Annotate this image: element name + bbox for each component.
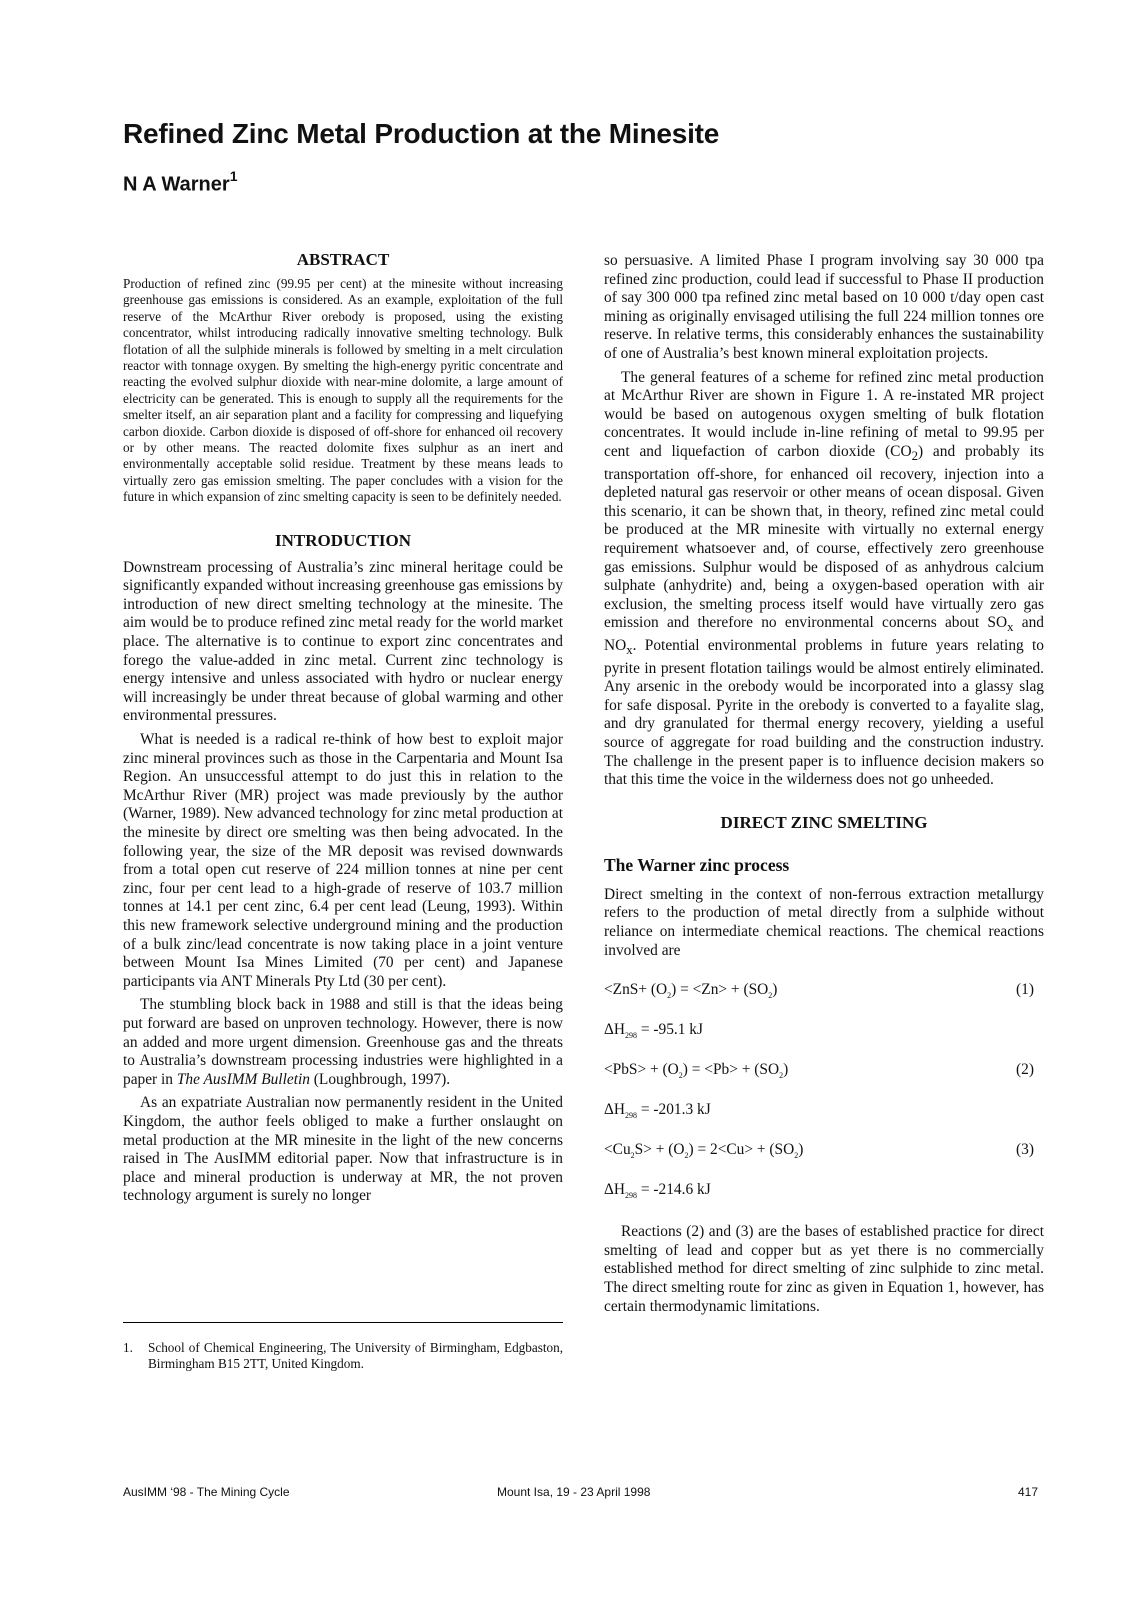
equation-3-number: (3)	[1016, 1141, 1034, 1159]
equation-1-number: (1)	[1016, 981, 1034, 999]
footnote-divider	[123, 1322, 563, 1323]
abstract-heading: ABSTRACT	[296, 250, 390, 269]
equation-2	[604, 1061, 1044, 1079]
eq2-sub-2: 2	[779, 1071, 784, 1081]
paper-title: Refined Zinc Metal Production at the Minesite	[123, 118, 720, 149]
dh3-part-a: ΔH	[604, 1181, 626, 1199]
equation-3	[604, 1141, 1044, 1159]
eq1-part-a: <ZnS+ (O	[604, 981, 668, 999]
eq3-part-c: )	[798, 1141, 804, 1159]
eq1-sub-1: 2	[667, 991, 672, 1001]
eq1-part-b: ) = <Zn> + (SO	[671, 981, 769, 999]
footer-location-date: Mount Isa, 19 - 23 April 1998	[497, 1485, 651, 1499]
right-paragraph-1: so persuasive. A limited Phase I program involving say 30 000 tpa refined zinc production, could lead if successful to Phase II production of say 300 000 tpa refined zinc metal based on 10 000 t/day open cast mining as originally envisaged utilising the full 224 million tonnes ore reserve. In relative terms, this considerably enhances the sustainability of one of Australia’s best known mineral exploitation projects.	[604, 252, 1044, 362]
eq1-sub-2: 2	[768, 991, 773, 1001]
equation-2-number: (2)	[1016, 1061, 1034, 1079]
dh2-part-a: ΔH	[604, 1101, 626, 1119]
warner-process-subheading: The Warner zinc process	[604, 854, 790, 875]
footnote	[123, 1340, 563, 1372]
intro-paragraph-4: As an expatriate Australian now permanently resident in the United Kingdom, the author feels obliged to make a further onslaught on metal production at the MR minesite in the light of the new concerns raised in The AusIMM editorial paper. Now that infrastructure is in place and mineral production is underway at MR, the not proven technology argument is surely no longer	[123, 1094, 563, 1205]
eq3-sub-2: 2	[794, 1151, 799, 1161]
co2-subscript: 2	[911, 449, 918, 464]
dh2-part-b: = -201.3 kJ	[637, 1101, 711, 1119]
eq2-sub-1: 2	[678, 1071, 683, 1081]
nox-subscript: x	[626, 643, 633, 658]
dh1-part-a: ΔH	[604, 1021, 626, 1039]
intro-paragraph-1: Downstream processing of Australia’s zinc mineral heritage could be significantly expanded without increasing greenhouse gas emissions by introduction of new direct smelting technology at the minesite. The aim would be to produce refined zinc metal ready for the world market place. The alternative is to continue to export zinc concentrates and forego the value-added in zinc metal. Current zinc technology is energy intensive and unless associated with hydro or nuclear energy will increasingly be under threat because of global warming and other environmental pressures.	[123, 558, 563, 725]
eq2-part-c: )	[783, 1061, 789, 1079]
dh3-sub: 298	[625, 1191, 638, 1201]
intro-p3-text-b: (Loughbrough, 1997).	[309, 1070, 451, 1088]
right-p2-d: . Potential environmental problems in future years relating to pyrite in present flotation tailings would be almost entirely eliminated. Any arsenic in the orebody would be incorporated into a glassy slag for safe disposal. Pyrite in the orebody is converted to a fayalite slag, and dry granulated for thermal energy recovery, yielding a useful source of aggregate for road building and the construction industry. The challenge in the present paper is to influence decision makers so that this time the voice in the wilderness does not go unheeded.	[604, 637, 1044, 789]
intro-paragraph-2: What is needed is a radical re-think of how best to exploit major zinc mineral provinces such as those in the Carpentaria and Mount Isa Region. An unsuccessful attempt to do just this in relation to the McArthur River (MR) project was made previously by the author (Warner, 1989). New advanced technology for zinc metal production at the minesite by direct ore smelting was then being advocated. In the following year, the size of the MR deposit was revised downwards from a total open cut reserve of 224 million tonnes at nine per cent zinc, four per cent lead to a high-grade of reserve of 103.7 million tonnes at 14.1 per cent zinc, 6.4 per cent lead (Leung, 1993). Within this new framework selective underground mining and the production of a bulk zinc/lead concentrate is now taking place in a joint venture between Mount Isa Mines Limited (70 per cent) and Japanese participants via ANT Minerals Pty Ltd (30 per cent).	[123, 731, 563, 990]
left-column	[123, 250, 563, 1206]
right-paragraph-4: Reactions (2) and (3) are the bases of established practice for direct smelting of lead and copper but as yet there is no commercially established method for direct smelting of zinc sulphide to zinc metal. The direct smelting route for zinc as given in Equation 1, however, has certain thermodynamic limitations.	[604, 1223, 1044, 1315]
equation-1	[604, 981, 1044, 999]
right-p2-a: The general features of a scheme for refined zinc metal production at McArthur River are shown in Figure 1. A re-instated MR project would be based on autogenous oxygen smelting of bulk flotation concentrates. It would include in-line refining of metal to 99.95 per cent and liquefaction of carbon dioxide (CO	[604, 368, 1044, 460]
right-column	[604, 252, 1044, 1316]
eq3-part-a2: S> + (O	[634, 1141, 685, 1159]
eq3-sub-0: 2	[630, 1151, 635, 1161]
eq3-sub-1: 2	[684, 1151, 689, 1161]
dh1-sub: 298	[625, 1031, 638, 1041]
page-number: 417	[1018, 1485, 1039, 1499]
eq3-part-b: ) = 2<Cu> + (SO	[688, 1141, 795, 1159]
dh2-sub: 298	[625, 1111, 638, 1121]
bulletin-citation: The AusIMM Bulletin	[176, 1070, 310, 1088]
intro-p3-text-a: The stumbling block back in 1988 and still is that the ideas being put forward are based on unproven technology. However, there is now an added and more urgent dimension. Greenhouse gas and the threats to Australia’s downstream processing industries were highlighted in a paper in	[123, 996, 563, 1088]
enthalpy-1	[604, 1021, 1044, 1039]
right-paragraph-3: Direct smelting in the context of non-ferrous extraction metallurgy refers to the production of metal directly from a sulphide without reliance on intermediate chemical reactions. The chemical reactions involved are	[604, 885, 1044, 959]
enthalpy-3	[604, 1181, 1044, 1199]
direct-zinc-smelting-heading: DIRECT ZINC SMELTING	[720, 812, 928, 832]
introduction-heading: INTRODUCTION	[274, 530, 412, 550]
author-name	[123, 170, 237, 197]
footnote-number: 1.	[123, 1340, 133, 1355]
right-p2-b: ) and probably its transportation off-shore, for enhanced oil recovery, injection into a depleted natural gas reservoir or other means of ocean disposal. Given this scenario, it can be shown that, in theory, refined zinc metal could be produced at the MR minesite with virtually no external energy requirement whatsoever and, of course, effectively zero greenhouse gas emissions. Sulphur would be disposed of as anhydrous calcium sulphate (anhydrite) and, being a oxygen-based operation with air exclusion, the smelting process itself would have virtually zero gas emission and therefore no environmental concerns about SO	[604, 442, 1044, 632]
author-name-text: N A Warner	[123, 173, 230, 196]
eq2-part-a: <PbS> + (O	[604, 1061, 679, 1079]
right-p2-c: and NO	[604, 614, 1044, 655]
eq2-part-b: ) = <Pb> + (SO	[682, 1061, 780, 1079]
right-paragraph-2	[604, 369, 1044, 790]
intro-paragraph-3	[123, 996, 563, 1089]
footer-conference: AusIMM ‘98 - The Mining Cycle	[123, 1485, 290, 1499]
eq1-part-c: )	[772, 981, 778, 999]
abstract-text: Production of refined zinc (99.95 per cent) at the minesite without increasing greenhouse gas emissions is considered. As an example, exploitation of the full reserve of the McArthur River orebody is proposed, using the existing concentrator, whilst introducing radically innovative smelting technology. Bulk flotation of all the sulphide minerals is followed by smelting in a melt circulation reactor with tonnage oxygen. By smelting the high-energy pyritic concentrate and reacting the evolved sulphur dioxide with near-mine dolomite, a large amount of electricity can be generated. This is enough to supply all the requirements for the smelter itself, an air separation plant and a facility for compressing and liquefying carbon dioxide. Carbon dioxide is disposed of off-shore for enhanced oil recovery or by other means. The reacted dolomite fixes sulphur as an inert and environmentally acceptable solid residue. Treatment by these means leads to virtually zero gas emission smelting. The paper concludes with a vision for the future in which expansion of zinc smelting capacity is seen to be definitely needed.	[123, 276, 563, 505]
dh1-part-b: = -95.1 kJ	[637, 1021, 703, 1039]
author-footnote-mark: 1	[229, 168, 238, 184]
sox-subscript: x	[1007, 620, 1014, 635]
dh3-part-b: = -214.6 kJ	[637, 1181, 711, 1199]
eq3-part-a: <Cu	[604, 1141, 631, 1159]
enthalpy-2	[604, 1101, 1044, 1119]
footnote-text: School of Chemical Engineering, The University of Birmingham, Edgbaston, Birmingham B15 2TT, United Kingdom.	[148, 1340, 563, 1372]
